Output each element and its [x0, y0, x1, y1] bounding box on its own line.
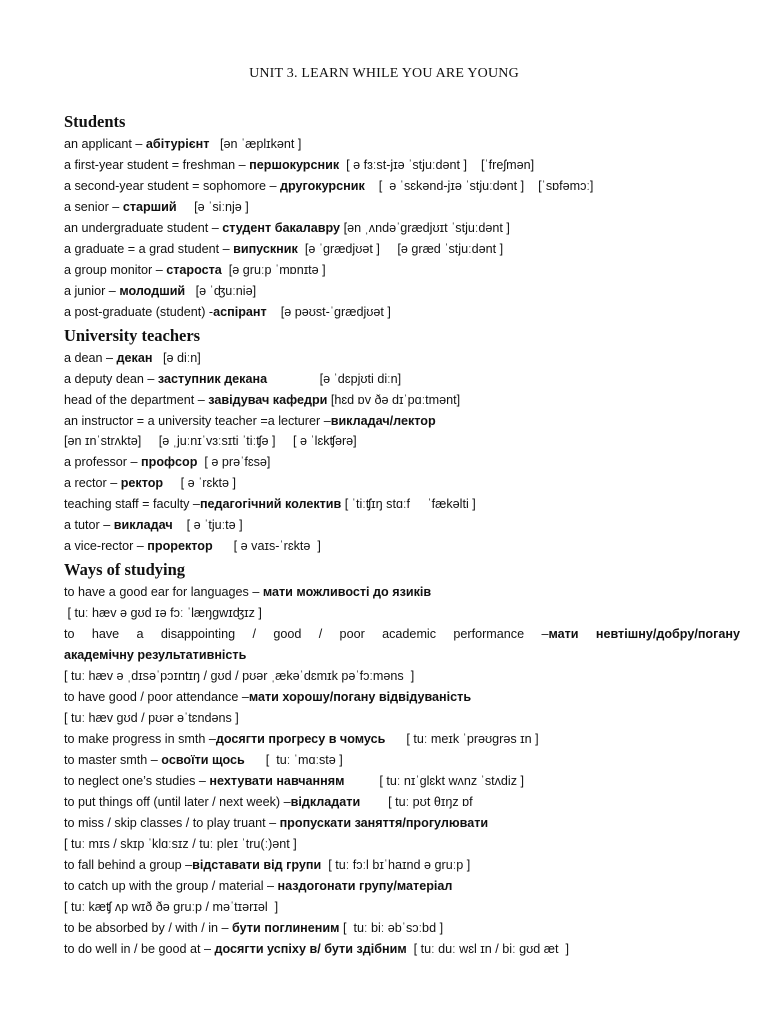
section-heading-students: Students: [64, 112, 126, 131]
vocab-transcription-line: [ tuː hæv ə ˌdɪsəˈpɔɪntɪŋ / gʊd / pʊər ˌækəˈdɛmɪk pəˈfɔːməns ]: [64, 669, 415, 683]
document-title: UNIT 3. LEARN WHILE YOU ARE YOUNG: [249, 66, 519, 81]
vocab-line: a junior – молодший [ə ˈʤuːniə]: [64, 284, 257, 298]
vocab-transcription-line: [ tuː kæʧ ʌp wɪð ðə gruːp / məˈtɪərɪəl ]: [64, 900, 279, 914]
vocab-line: a group monitor – староста [ə gruːp ˈmɒnɪtə ]: [64, 263, 326, 277]
vocab-line: an instructor = a university teacher =a lecturer –викладач/лектор: [64, 414, 436, 428]
vocab-line: a rector – ректор [ ə ˈrɛktə ]: [64, 476, 237, 490]
vocab-line: a dean – декан [ə diːn]: [64, 351, 201, 365]
vocab-transcription-line: [ tuː mɪs / skɪp ˈklɑːsɪz / tuː pleɪ ˈtru(ː)ənt ]: [64, 837, 297, 851]
vocab-line: a tutor – викладач [ ə ˈtjuːtə ]: [64, 518, 243, 532]
vocab-line: to have a good ear for languages – мати можливості до язиків: [64, 585, 432, 599]
vocab-transcription-line: [ən ɪnˈstrʌktə] [ə ˌjuːnɪˈvɜːsɪti ˈtiːʧə ] [ ə ˈlɛkʧərə]: [64, 434, 357, 448]
vocab-line: to do well in / be good at – досягти успіху в/ бути здібним [ tuː duː wɛl ɪn / biː gʊd æt ]: [64, 942, 569, 956]
vocab-line: a first-year student = freshman – першокурсник [ ə fɜːst-jɪə ˈstjuːdənt ] [ˈfreʃmən]: [64, 158, 535, 172]
section-heading-university-teachers: University teachers: [64, 326, 201, 345]
vocab-line: to have good / poor attendance –мати хорошу/погану відвідуваність: [64, 690, 472, 704]
vocab-line: to miss / skip classes / to play truant – пропускати заняття/прогулювати: [64, 816, 489, 830]
vocab-transcription-line: [ tuː hæv ə gʊd ɪə fɔː ˈlæŋgwɪʤɪz ]: [64, 606, 262, 620]
vocab-line: to catch up with the group / material – наздогонати групу/матеріал: [64, 879, 453, 893]
vocab-line: a senior – старший [ə ˈsiːnjə ]: [64, 200, 249, 214]
vocab-line: a deputy dean – заступник декана [ə ˈdɛpjʊti diːn]: [64, 372, 402, 386]
vocab-line: to neglect one’s studies – нехтувати навчанням [ tuː nɪˈglɛkt wʌnz ˈstʌdiz ]: [64, 774, 525, 788]
vocab-line: a vice-rector – проректор [ ə vaɪs-ˈrɛktə ]: [64, 539, 321, 553]
vocab-continuation-line: академічну результативність: [64, 648, 247, 662]
vocab-line: to master smth – освоїти щось [ tuː ˈmɑːstə ]: [64, 753, 343, 767]
vocab-transcription-line: [ tuː hæv gʊd / pʊər əˈtɛndəns ]: [64, 711, 239, 725]
vocab-line: an undergraduate student – студент бакалавру [ən ˌʌndəˈgrædjʊɪt ˈstjuːdənt ]: [64, 221, 510, 235]
vocab-line: to put things off (until later / next week) –відкладати [ tuː pʊt θɪŋz ɒf: [64, 795, 473, 809]
vocab-line: a professor – профсор [ ə prəˈfɛsə]: [64, 455, 271, 469]
vocab-line: a post-graduate (student) -аспірант [ə pəʊst-ˈgrædjʊət ]: [64, 305, 391, 319]
section-heading-ways-of-studying: Ways of studying: [64, 560, 186, 579]
vocab-line: head of the department – завідувач кафедри [hɛd ɒv ðə dɪˈpɑːtmənt]: [64, 393, 461, 407]
vocab-line: to make progress in smth –досягти прогресу в чомусь [ tuː meɪk ˈprəʊgrəs ɪn ]: [64, 732, 539, 746]
vocab-line: a graduate = a grad student – випускник [ə ˈgrædjʊət ] [ə græd ˈstjuːdənt ]: [64, 242, 504, 256]
vocab-line: an applicant – абітурієнт [ən ˈæplɪkənt ]: [64, 137, 302, 151]
vocab-line: to have a disappointing / good / poor academic performance –мати невтішну/добру/погану: [64, 627, 740, 641]
vocab-line: teaching staff = faculty –педагогічний колектив [ ˈtiːʧɪŋ stɑːf ˈfækəlti ]: [64, 497, 476, 511]
vocab-line: to fall behind a group –відставати від групи [ tuː fɔːl bɪˈhaɪnd ə gruːp ]: [64, 858, 471, 872]
vocab-line: to be absorbed by / with / in – бути поглиненим [ tuː biː əbˈsɔːbd ]: [64, 921, 444, 935]
vocab-line: a second-year student = sophomore – другокурсник [ ə ˈsɛkənd-jɪə ˈstjuːdənt ] [ˈsɒfəmɔː]: [64, 179, 594, 193]
